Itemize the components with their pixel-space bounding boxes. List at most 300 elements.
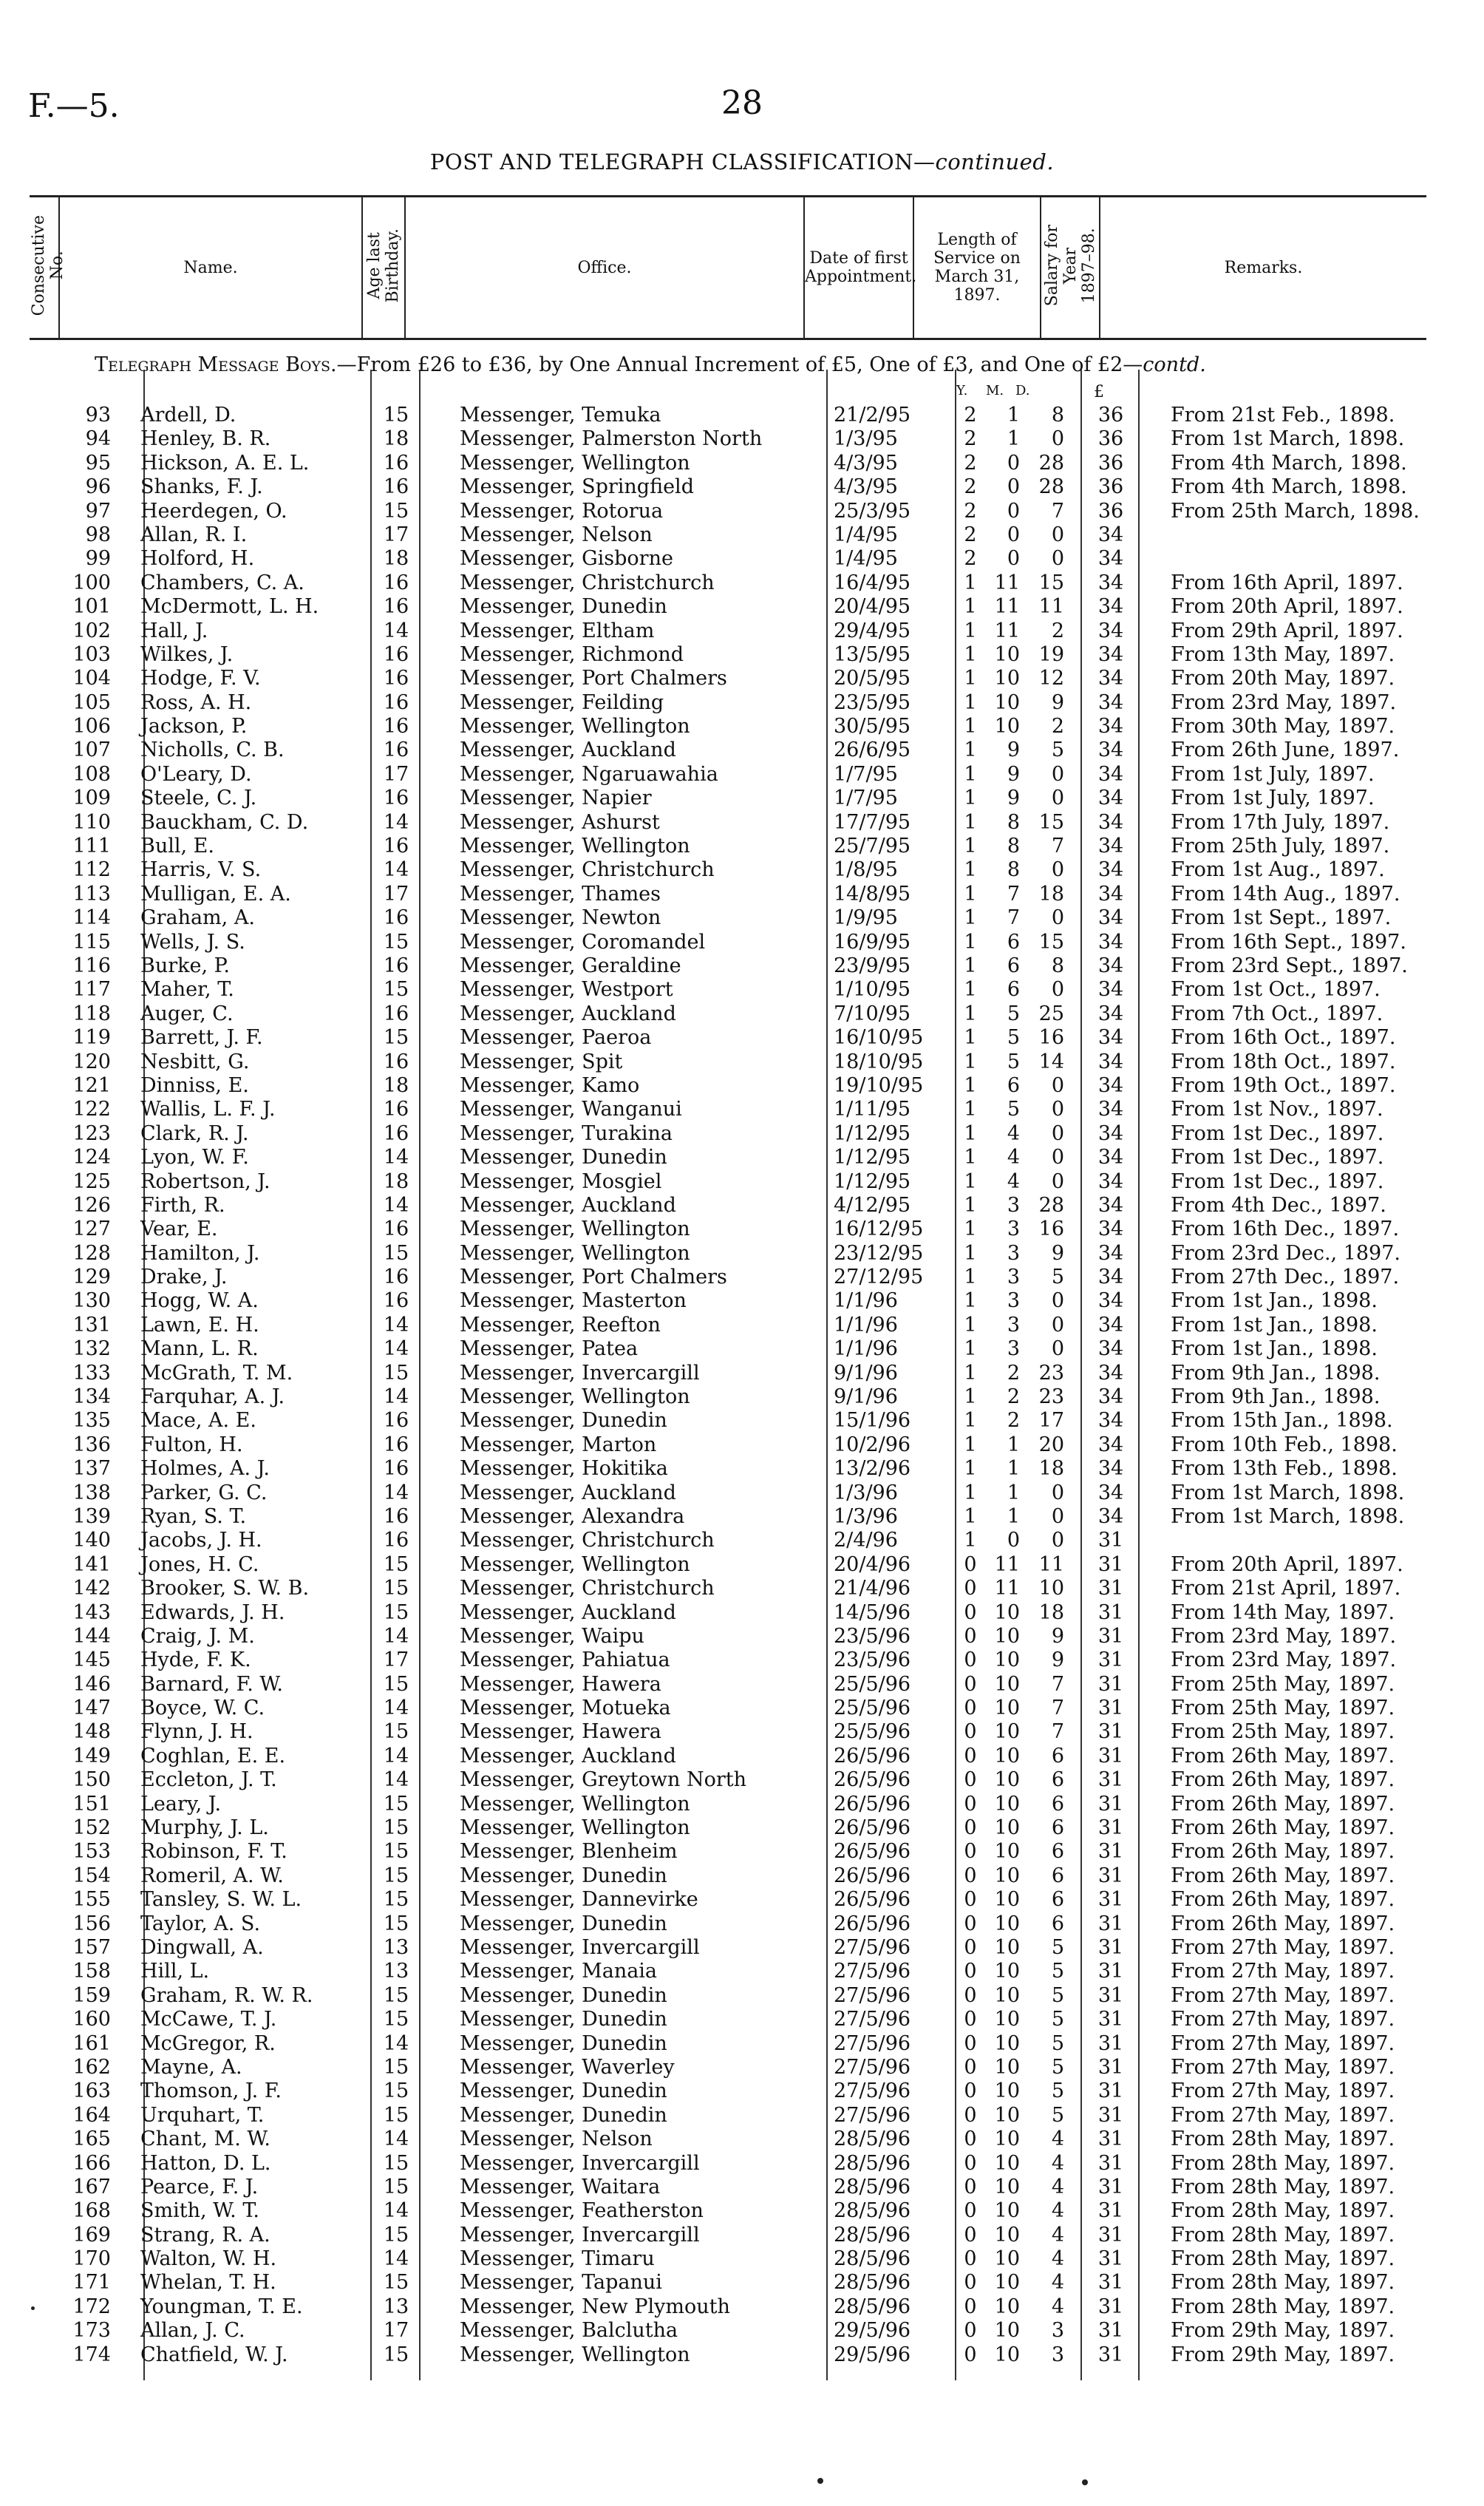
row-years: 1 <box>964 1385 977 1409</box>
row-name: Ross, A. H. <box>140 690 252 714</box>
row-date: 20/4/96 <box>834 1552 911 1576</box>
row-office: Messenger, Wellington <box>460 1241 690 1265</box>
row-age: 15 <box>383 404 409 427</box>
table-row <box>30 1002 1426 1026</box>
row-date: 4/3/95 <box>834 475 898 499</box>
row-name: Murphy, J. L. <box>140 1816 269 1840</box>
row-years: 0 <box>964 2199 977 2223</box>
row-salary: 31 <box>1097 1888 1124 1912</box>
row-remarks: From 4th March, 1898. <box>1171 451 1407 475</box>
row-days: 6 <box>1051 1864 1064 1887</box>
row-years: 0 <box>964 2079 977 2103</box>
row-number: 119 <box>72 1026 111 1050</box>
row-remarks: From 27th May, 1897. <box>1171 2055 1395 2079</box>
row-days: 0 <box>1051 1098 1064 1121</box>
row-remarks: From 25th May, 1897. <box>1171 1672 1395 1696</box>
row-office: Messenger, New Plymouth <box>460 2295 730 2318</box>
row-age: 16 <box>383 1266 409 1289</box>
row-months: 3 <box>1007 1193 1020 1217</box>
row-date: 26/5/96 <box>834 1888 911 1912</box>
row-date: 1/1/96 <box>834 1337 898 1361</box>
row-name: Allan, J. C. <box>140 2319 245 2343</box>
table-row <box>30 1481 1426 1505</box>
row-office: Messenger, Thames <box>460 882 661 906</box>
row-office: Messenger, Wellington <box>460 2343 690 2366</box>
row-name: Chatfield, W. J. <box>140 2343 288 2366</box>
table-row <box>30 1697 1426 1720</box>
row-years: 1 <box>964 762 977 786</box>
row-office: Messenger, Manaia <box>460 1960 658 1983</box>
row-office: Messenger, Newton <box>460 906 661 930</box>
row-age: 14 <box>383 1697 409 1720</box>
table-row <box>30 1409 1426 1433</box>
table-row <box>30 811 1426 835</box>
row-years: 1 <box>964 787 977 810</box>
row-date: 25/5/96 <box>834 1672 911 1696</box>
row-name: Hatton, D. L. <box>140 2151 271 2175</box>
row-date: 19/10/95 <box>834 1073 924 1097</box>
row-months: 1 <box>1007 1457 1020 1481</box>
row-number: 126 <box>72 1193 111 1217</box>
row-days: 0 <box>1051 787 1064 810</box>
row-office: Messenger, Auckland <box>460 1600 676 1624</box>
row-name: Bull, E. <box>140 835 214 858</box>
row-days: 4 <box>1051 2199 1064 2223</box>
row-salary: 31 <box>1097 1529 1124 1552</box>
row-office: Messenger, Invercargill <box>460 1936 700 1959</box>
header-date-appointment: Date of first Appointment. <box>804 197 913 339</box>
row-number: 94 <box>85 427 111 451</box>
row-age: 16 <box>383 1218 409 1241</box>
row-days: 0 <box>1051 1529 1064 1552</box>
row-days: 16 <box>1038 1218 1064 1241</box>
row-age: 18 <box>383 1073 409 1097</box>
row-months: 6 <box>1007 978 1020 1002</box>
row-days: 7 <box>1051 1672 1064 1696</box>
row-years: 1 <box>964 1073 977 1097</box>
row-remarks: From 1st Sept., 1897. <box>1171 906 1392 930</box>
row-office: Messenger, Dunedin <box>460 2103 667 2127</box>
table-row <box>30 1242 1426 1266</box>
table-row <box>30 1266 1426 1289</box>
row-name: Barrett, J. F. <box>140 1026 263 1050</box>
row-days: 4 <box>1051 2151 1064 2175</box>
row-date: 18/10/95 <box>834 1050 924 1073</box>
row-age: 15 <box>383 1983 409 2007</box>
row-name: Robinson, F. T. <box>140 1840 287 1864</box>
row-days: 11 <box>1038 1552 1064 1576</box>
row-days: 6 <box>1051 1792 1064 1816</box>
row-years: 1 <box>964 1337 977 1361</box>
row-salary: 34 <box>1097 547 1124 571</box>
row-salary: 34 <box>1097 523 1124 546</box>
row-remarks: From 25th May, 1897. <box>1171 1697 1395 1720</box>
table-row <box>30 1289 1426 1313</box>
row-days: 5 <box>1051 1936 1064 1959</box>
row-months: 1 <box>1007 1504 1020 1528</box>
row-office: Messenger, Feilding <box>460 690 664 714</box>
row-age: 17 <box>383 882 409 906</box>
row-name: Graham, R. W. R. <box>140 1983 313 2007</box>
row-date: 25/3/95 <box>834 499 911 523</box>
row-age: 14 <box>383 858 409 882</box>
row-name: Barnard, F. W. <box>140 1672 283 1696</box>
row-name: McDermott, L. H. <box>140 595 319 619</box>
table-row <box>30 1840 1426 1864</box>
row-years: 1 <box>964 738 977 762</box>
row-office: Messenger, Coromandel <box>460 930 706 954</box>
section-heading <box>95 353 1206 376</box>
row-name: Lawn, E. H. <box>140 1313 259 1337</box>
row-salary: 34 <box>1097 787 1124 810</box>
row-years: 0 <box>964 2031 977 2055</box>
table-row <box>30 2152 1426 2176</box>
row-office: Messenger, Featherston <box>460 2199 704 2223</box>
row-salary: 31 <box>1097 2247 1124 2271</box>
row-years: 0 <box>964 1912 977 1935</box>
row-name: Leary, J. <box>140 1792 222 1816</box>
row-remarks: From 1st Aug., 1897. <box>1171 858 1385 882</box>
row-remarks: From 27th May, 1897. <box>1171 2103 1395 2127</box>
row-age: 16 <box>383 787 409 810</box>
row-years: 1 <box>964 1361 977 1385</box>
header-remarks: Remarks. <box>1100 197 1426 339</box>
row-office: Messenger, Blenheim <box>460 1840 678 1864</box>
row-office: Messenger, Dunedin <box>460 2008 667 2031</box>
table-row <box>30 1745 1426 1768</box>
row-months: 10 <box>994 1672 1020 1696</box>
row-salary: 31 <box>1097 2055 1124 2079</box>
row-salary: 34 <box>1097 1433 1124 1456</box>
row-days: 5 <box>1051 738 1064 762</box>
row-years: 2 <box>964 404 977 427</box>
row-date: 25/5/96 <box>834 1697 911 1720</box>
unit-pound: £ <box>1094 383 1104 401</box>
row-years: 0 <box>964 2319 977 2343</box>
table-body <box>30 404 1426 2367</box>
row-years: 1 <box>964 1002 977 1025</box>
table-row <box>30 1505 1426 1529</box>
row-age: 16 <box>383 1050 409 1073</box>
row-date: 25/5/96 <box>834 1720 911 1744</box>
row-remarks: From 27th May, 1897. <box>1171 2079 1395 2103</box>
row-years: 0 <box>964 1983 977 2007</box>
row-days: 4 <box>1051 2295 1064 2318</box>
row-date: 15/1/96 <box>834 1409 911 1433</box>
row-number: 164 <box>72 2103 111 2127</box>
row-months: 6 <box>1007 954 1020 977</box>
row-number: 159 <box>72 1983 111 2007</box>
row-number: 147 <box>72 1697 111 1720</box>
row-years: 1 <box>964 810 977 834</box>
row-age: 15 <box>383 1888 409 1912</box>
row-remarks: From 16th April, 1897. <box>1171 571 1403 594</box>
row-salary: 34 <box>1097 595 1124 619</box>
row-years: 1 <box>964 1433 977 1456</box>
row-remarks: From 1st March, 1898. <box>1171 1481 1405 1504</box>
row-date: 26/5/96 <box>834 1792 911 1816</box>
table-row <box>30 906 1426 930</box>
row-date: 21/4/96 <box>834 1577 911 1600</box>
row-date: 28/5/96 <box>834 2128 911 2151</box>
row-office: Messenger, Wellington <box>460 1218 690 1241</box>
row-number: 121 <box>72 1073 111 1097</box>
row-number: 98 <box>85 523 111 546</box>
row-years: 2 <box>964 547 977 571</box>
row-date: 2/4/96 <box>834 1529 898 1552</box>
row-date: 16/10/95 <box>834 1026 924 1050</box>
row-remarks: From 30th May, 1897. <box>1171 715 1395 738</box>
table-row <box>30 643 1426 667</box>
row-remarks: From 16th Sept., 1897. <box>1171 930 1406 954</box>
row-date: 29/5/96 <box>834 2343 911 2366</box>
row-days: 9 <box>1051 1241 1064 1265</box>
row-salary: 31 <box>1097 2223 1124 2247</box>
row-remarks: From 14th Aug., 1897. <box>1171 882 1400 906</box>
row-number: 146 <box>72 1672 111 1696</box>
row-age: 16 <box>383 1002 409 1025</box>
row-age: 16 <box>383 1409 409 1433</box>
row-name: Mulligan, E. A. <box>140 882 291 906</box>
row-age: 16 <box>383 642 409 666</box>
row-years: 0 <box>964 1744 977 1768</box>
row-office: Messenger, Wellington <box>460 451 690 475</box>
row-salary: 31 <box>1097 1720 1124 1744</box>
row-days: 0 <box>1051 1073 1064 1097</box>
row-date: 1/4/95 <box>834 523 898 546</box>
row-office: Messenger, Pahiatua <box>460 1648 670 1672</box>
row-salary: 34 <box>1097 1193 1124 1217</box>
row-remarks: From 28th May, 1897. <box>1171 2175 1395 2198</box>
row-remarks: From 16th Dec., 1897. <box>1171 1218 1400 1241</box>
table-row <box>30 2056 1426 2079</box>
row-salary: 31 <box>1097 2031 1124 2055</box>
row-salary: 31 <box>1097 1697 1124 1720</box>
row-salary: 31 <box>1097 2128 1124 2151</box>
row-office: Messenger, Greytown North <box>460 1768 746 1792</box>
row-years: 1 <box>964 906 977 930</box>
row-remarks: From 16th Oct., 1897. <box>1171 1026 1396 1050</box>
row-age: 16 <box>383 738 409 762</box>
row-name: Farquhar, A. J. <box>140 1385 285 1409</box>
row-months: 11 <box>994 595 1020 619</box>
row-date: 26/5/96 <box>834 1816 911 1840</box>
row-office: Messenger, Geraldine <box>460 954 681 977</box>
section-text: —From £26 to £36, by One Annual Increment of £5, One of £3, and One of £2— <box>336 353 1143 376</box>
row-days: 28 <box>1038 475 1064 499</box>
row-date: 26/6/95 <box>834 738 911 762</box>
row-number: 166 <box>72 2151 111 2175</box>
row-date: 1/3/95 <box>834 427 898 451</box>
row-office: Messenger, Nelson <box>460 523 653 546</box>
row-years: 0 <box>964 2223 977 2247</box>
row-name: Drake, J. <box>140 1266 228 1289</box>
row-years: 1 <box>964 1241 977 1265</box>
row-date: 9/1/96 <box>834 1361 898 1385</box>
row-age: 13 <box>383 1936 409 1959</box>
print-mark <box>31 2306 35 2310</box>
row-age: 18 <box>383 547 409 571</box>
row-name: Dingwall, A. <box>140 1936 264 1959</box>
row-days: 0 <box>1051 1169 1064 1193</box>
row-office: Messenger, Hokitika <box>460 1457 668 1481</box>
row-number: 110 <box>72 810 111 834</box>
row-name: Eccleton, J. T. <box>140 1768 277 1792</box>
row-remarks: From 1st Dec., 1897. <box>1171 1169 1384 1193</box>
table-row <box>30 2343 1426 2367</box>
row-months: 1 <box>1007 427 1020 451</box>
row-salary: 34 <box>1097 858 1124 882</box>
row-remarks: From 25th May, 1897. <box>1171 1720 1395 1744</box>
row-remarks: From 27th May, 1897. <box>1171 1983 1395 2007</box>
row-name: Bauckham, C. D. <box>140 810 309 834</box>
row-name: Hill, L. <box>140 1960 210 1983</box>
row-months: 7 <box>1007 906 1020 930</box>
row-remarks: From 27th May, 1897. <box>1171 1960 1395 1983</box>
row-months: 10 <box>994 2295 1020 2318</box>
row-name: Walton, W. H. <box>140 2247 277 2271</box>
row-years: 0 <box>964 1697 977 1720</box>
table-row <box>30 2199 1426 2223</box>
row-days: 14 <box>1038 1050 1064 1073</box>
row-office: Messenger, Hawera <box>460 1672 661 1696</box>
row-remarks: From 28th May, 1897. <box>1171 2128 1395 2151</box>
row-office: Messenger, Kamo <box>460 1073 640 1097</box>
row-days: 0 <box>1051 1481 1064 1504</box>
row-number: 172 <box>72 2295 111 2318</box>
row-months: 3 <box>1007 1313 1020 1337</box>
row-salary: 34 <box>1097 835 1124 858</box>
row-age: 15 <box>383 1792 409 1816</box>
table-row <box>30 2271 1426 2295</box>
row-salary: 34 <box>1097 619 1124 642</box>
row-days: 4 <box>1051 2271 1064 2295</box>
row-days: 0 <box>1051 1121 1064 1145</box>
row-days: 17 <box>1038 1409 1064 1433</box>
row-salary: 31 <box>1097 1577 1124 1600</box>
row-date: 27/5/96 <box>834 2055 911 2079</box>
row-age: 15 <box>383 1720 409 1744</box>
row-number: 145 <box>72 1648 111 1672</box>
row-age: 16 <box>383 835 409 858</box>
row-name: Jacobs, J. H. <box>140 1529 262 1552</box>
row-months: 1 <box>1007 1433 1020 1456</box>
row-salary: 34 <box>1097 762 1124 786</box>
row-office: Messenger, Gisborne <box>460 547 673 571</box>
header-length-of-service: Length of Service on March 31, 1897. <box>913 197 1041 339</box>
row-remarks: From 23rd Dec., 1897. <box>1171 1241 1401 1265</box>
row-name: Edwards, J. H. <box>140 1600 285 1624</box>
row-months: 10 <box>994 1744 1020 1768</box>
row-days: 0 <box>1051 427 1064 451</box>
row-months: 2 <box>1007 1361 1020 1385</box>
row-number: 111 <box>72 835 111 858</box>
row-age: 16 <box>383 1289 409 1313</box>
row-name: Pearce, F. J. <box>140 2175 259 2198</box>
table-row <box>30 763 1426 787</box>
row-salary: 31 <box>1097 2151 1124 2175</box>
row-number: 108 <box>72 762 111 786</box>
row-age: 15 <box>383 1241 409 1265</box>
row-years: 0 <box>964 1577 977 1600</box>
table-row <box>30 2176 1426 2199</box>
row-months: 10 <box>994 1697 1020 1720</box>
row-salary: 34 <box>1097 1098 1124 1121</box>
row-office: Messenger, Waverley <box>460 2055 675 2079</box>
table-row <box>30 427 1426 451</box>
row-name: Dinniss, E. <box>140 1073 249 1097</box>
row-name: Vear, E. <box>140 1218 218 1241</box>
row-days: 2 <box>1051 619 1064 642</box>
row-office: Messenger, Wellington <box>460 1552 690 1576</box>
section-contd: contd. <box>1143 353 1206 376</box>
row-name: Hyde, F. K. <box>140 1648 251 1672</box>
row-date: 4/12/95 <box>834 1193 911 1217</box>
row-days: 18 <box>1038 1600 1064 1624</box>
row-years: 2 <box>964 475 977 499</box>
row-name: Jones, H. C. <box>140 1552 259 1576</box>
row-date: 25/7/95 <box>834 835 911 858</box>
row-age: 16 <box>383 1098 409 1121</box>
row-months: 5 <box>1007 1026 1020 1050</box>
row-years: 2 <box>964 499 977 523</box>
row-office: Messenger, Turakina <box>460 1121 673 1145</box>
row-date: 27/5/96 <box>834 1936 911 1959</box>
unit-months: M. <box>986 383 1004 398</box>
row-days: 0 <box>1051 1313 1064 1337</box>
row-days: 7 <box>1051 1720 1064 1744</box>
row-number: 141 <box>72 1552 111 1576</box>
row-number: 96 <box>85 475 111 499</box>
row-number: 104 <box>72 667 111 690</box>
row-months: 10 <box>994 1600 1020 1624</box>
row-office: Messenger, Dunedin <box>460 2031 667 2055</box>
row-office: Messenger, Westport <box>460 978 673 1002</box>
row-age: 15 <box>383 2223 409 2247</box>
row-years: 1 <box>964 858 977 882</box>
row-age: 15 <box>383 2008 409 2031</box>
row-age: 16 <box>383 1504 409 1528</box>
row-number: 165 <box>72 2128 111 2151</box>
row-office: Messenger, Christchurch <box>460 1577 715 1600</box>
table-row <box>30 1170 1426 1194</box>
row-years: 0 <box>964 1672 977 1696</box>
row-name: Romeril, A. W. <box>140 1864 284 1887</box>
row-age: 15 <box>383 930 409 954</box>
row-date: 29/5/96 <box>834 2319 911 2343</box>
row-age: 16 <box>383 690 409 714</box>
row-years: 1 <box>964 1313 977 1337</box>
row-months: 2 <box>1007 1409 1020 1433</box>
row-name: Steele, C. J. <box>140 787 257 810</box>
row-remarks: From 18th Oct., 1897. <box>1171 1050 1396 1073</box>
row-number: 97 <box>85 499 111 523</box>
row-years: 1 <box>964 690 977 714</box>
table-row <box>30 595 1426 619</box>
row-number: 137 <box>72 1457 111 1481</box>
table-row <box>30 1146 1426 1169</box>
row-months: 3 <box>1007 1337 1020 1361</box>
row-months: 9 <box>1007 762 1020 786</box>
row-office: Messenger, Waitara <box>460 2175 661 2198</box>
row-remarks: From 20th April, 1897. <box>1171 595 1403 619</box>
table-row <box>30 452 1426 475</box>
row-date: 27/5/96 <box>834 2008 911 2031</box>
row-remarks: From 1st Oct., 1897. <box>1171 978 1381 1002</box>
row-months: 11 <box>994 1577 1020 1600</box>
row-age: 15 <box>383 1840 409 1864</box>
row-salary: 36 <box>1097 499 1124 523</box>
